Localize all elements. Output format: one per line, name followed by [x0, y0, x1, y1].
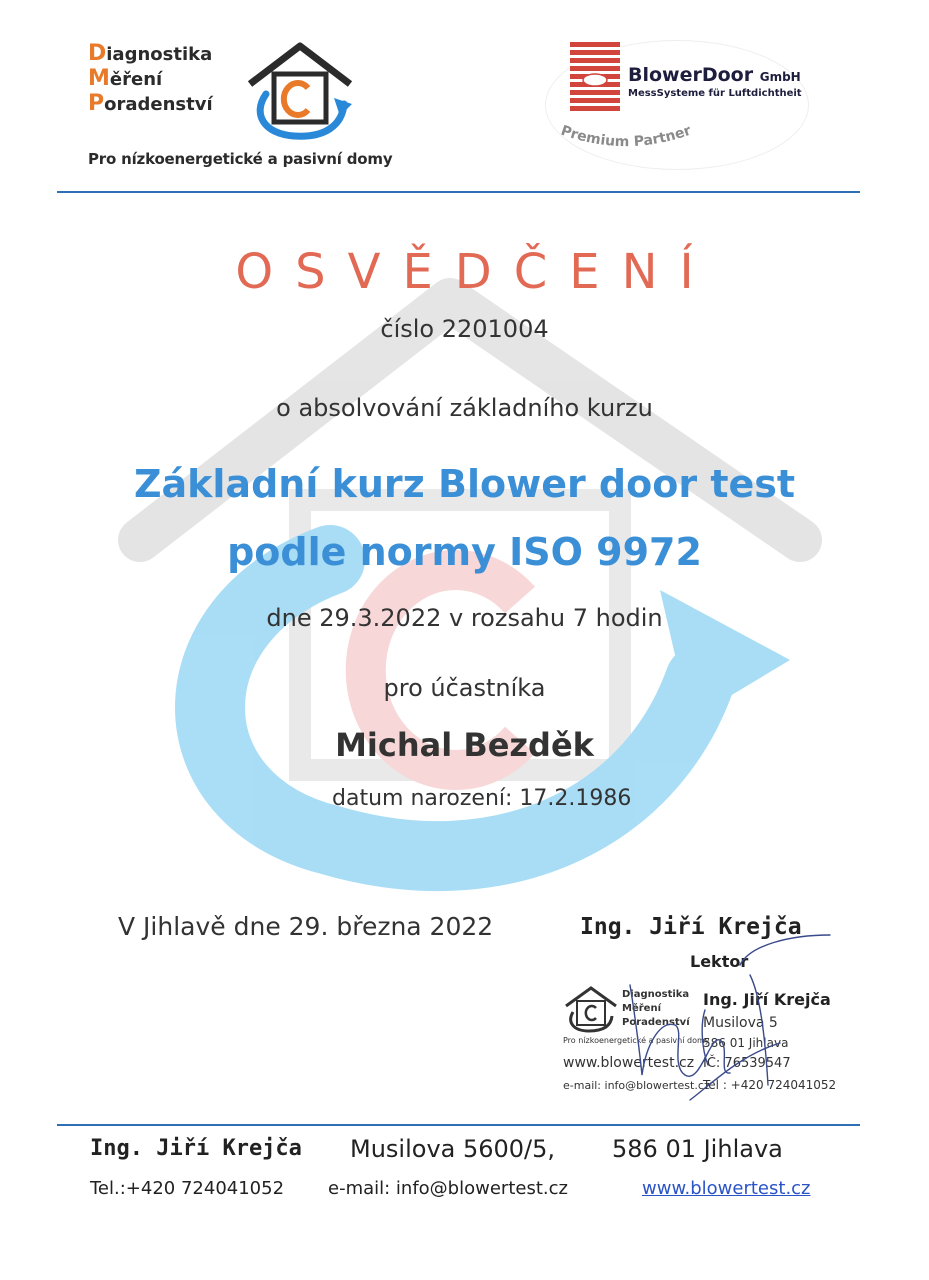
footer-email: e-mail: info@blowertest.cz	[328, 1178, 568, 1199]
course-title-line-1: Základní kurz Blower door test	[133, 462, 796, 506]
header-rule	[57, 191, 860, 193]
blowerdoor-stripes-icon	[570, 42, 620, 114]
logo-line-2: Měření	[88, 66, 163, 91]
footer-street: Musilova 5600/5,	[350, 1135, 556, 1163]
footer-phone: Tel.:+420 724041052	[90, 1178, 285, 1199]
stamp-logo-line-1: Diagnostika	[622, 989, 690, 1000]
stamp-web: www.blowertest.cz	[563, 1055, 695, 1071]
stamp-person: Ing. Jiří Krejča	[703, 990, 831, 1009]
birth-date: datum narození: 17.2.1986	[332, 786, 632, 811]
stamp-email: e-mail: info@blowertest.cz	[563, 1079, 710, 1092]
stamp-street: Musilova 5	[703, 1015, 778, 1031]
about-text: o absolvování základního kurzu	[276, 394, 653, 422]
stamp-logo-line-2: Měření	[622, 1003, 661, 1014]
stamp-tagline: Pro nízkoenergetické a pasivní domy	[563, 1036, 710, 1045]
certificate-title: OSVĚDČENÍ	[235, 244, 716, 300]
stamp-tel: Tel : +420 724041052	[703, 1078, 837, 1092]
certificate-number: číslo 2201004	[380, 315, 549, 343]
logo-tagline: Pro nízkoenergetické a pasivní domy	[88, 150, 393, 168]
logo-line-3: Poradenství	[88, 91, 213, 116]
footer-city: 586 01 Jihlava	[612, 1135, 783, 1163]
place-and-date: V Jihlavě dne 29. března 2022	[118, 912, 494, 941]
blowerdoor-subtitle: MessSysteme für Luftdichtheit	[628, 88, 802, 99]
footer-name: Ing. Jiří Krejča	[90, 1136, 302, 1161]
for-participant-label: pro účastníka	[383, 674, 546, 702]
course-title-line-2: podle normy ISO 9972	[227, 530, 702, 574]
signer-name: Ing. Jiří Krejča	[580, 914, 802, 940]
blowerdoor-name: BlowerDoor GmbH	[628, 64, 801, 86]
footer-rule	[57, 1124, 860, 1126]
footer-website-link[interactable]: www.blowertest.cz	[642, 1178, 811, 1199]
handwritten-signature	[590, 925, 840, 1105]
premium-partner-label	[556, 120, 706, 160]
svg-text:Premium Partner: Premium Partner	[558, 122, 694, 151]
stamp-logo-line-3: Poradenství	[622, 1017, 690, 1028]
course-date-range: dne 29.3.2022 v rozsahu 7 hodin	[266, 604, 663, 632]
logo-line-1: Diagnostika	[88, 41, 213, 66]
house-logo-icon	[244, 38, 356, 142]
signer-role: Lektor	[690, 952, 749, 971]
dmp-logo-text	[88, 42, 213, 117]
participant-name: Michal Bezděk	[335, 726, 594, 764]
stamp-ic: IČ: 76539547	[703, 1056, 791, 1071]
stamp-city: 586 01 Jihlava	[703, 1036, 789, 1050]
